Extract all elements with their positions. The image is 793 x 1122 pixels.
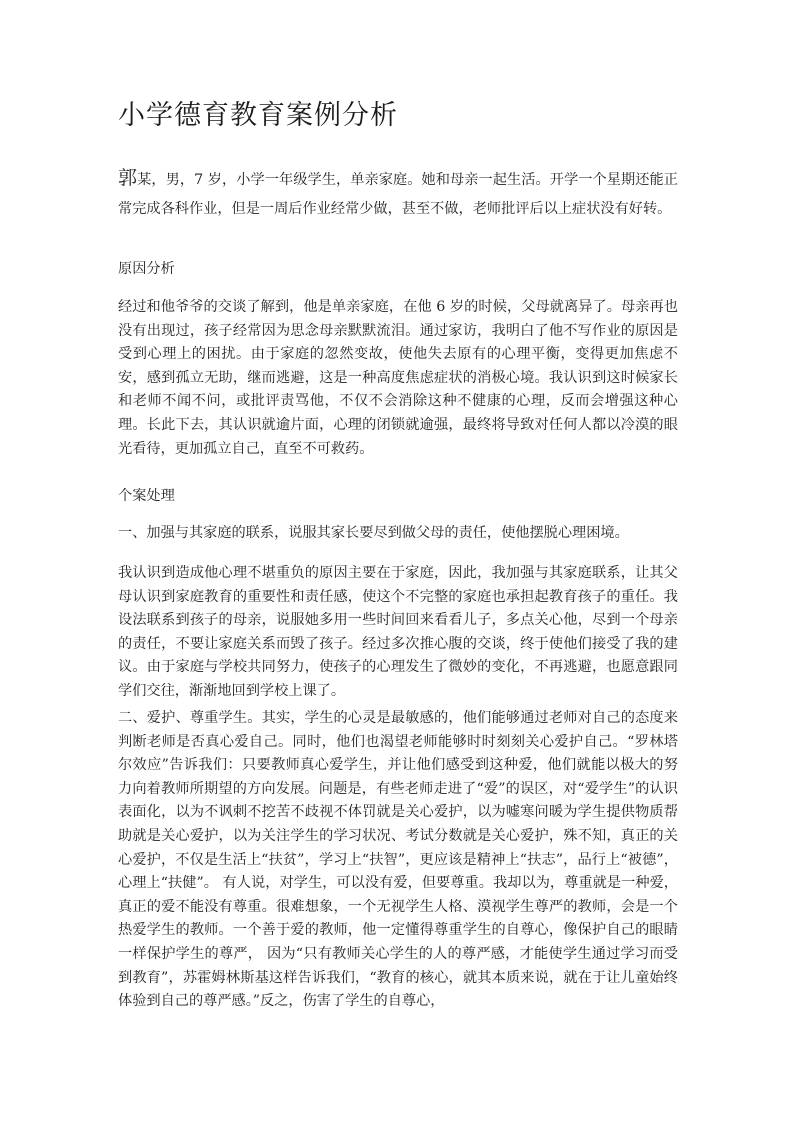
section-heading-case-handling: 个案处理	[118, 488, 175, 504]
measure-one-paragraph: 我认识到造成他心理不堪重负的原因主要在于家庭，因此，我加强与其家庭联系，让其父母认识到家庭教育的重要性和责任感，使这个不完整的家庭也承担起教育孩子的重任。我设法联系到孩子的母亲，说服她多用一些时间回来看看儿子，多点关心他，尽到一个母亲的责任，不要让家庭关系而毁了孩子。经过多次推心腹的交谈，终于使他们接受了我的建议。由于家庭与学校共同努力，使孩子的心理发生了微妙的变化，不再逃避，也愿意跟同学们交往，渐渐地回到学校上课了。	[118, 565, 678, 699]
document-title: 小学德育教育案例分析	[118, 100, 398, 131]
measure-one-heading: 一、加强与其家庭的联系，说服其家长要尽到做父母的责任，使他摆脱心理困境。	[118, 525, 629, 541]
section-heading-cause-analysis: 原因分析	[118, 261, 175, 277]
intro-paragraph	[118, 164, 678, 224]
intro-first-character: 郭	[118, 167, 138, 189]
measure-two-paragraph: 二、爱护、尊重学生。其实，学生的心灵是最敏感的，他们能够通过老师对自己的态度来判断老师是否真心爱自己。同时，他们也渴望老师能够时时刻刻关心爱护自己。“罗林塔尔效应”告诉我们：只要教师真心爱学生，并让他们感受到这种爱，他们就能以极大的努力向着教师所期望的方向发展。问题是，有些老师走进了“爱”的误区，对“爱学生”的认识表面化，以为不讽刺不挖苦不歧视不体罚就是关心爱护，以为嘘寒问暖为学生提供物质帮助就是关心爱护，以为关注学生的学习状况、考试分数就是关心爱护，殊不知，真正的关心爱护，不仅是生活上“扶贫”，学习上“扶智”，更应该是精神上“扶志”，品行上“被德”，心理上“扶健”。 有人说，对学生，可以没有爱，但要尊重。我却以为，尊重就是一种爱，真正的爱不能没有尊重。很难想象，一个无视学生人格、漠视学生尊严的教师，会是一个热爱学生的教师。一个善于爱的教师，他一定懂得尊重学生的自尊心，像保护自己的眼睛一样保护学生的尊严， 因为“只有教师关心学生的人的尊严感，才能使学生通过学习而受到教育”，苏霍姆林斯基这样告诉我们，“教育的核心，就其本质来说，就在于让儿童始终体验到自己的尊严感。”反之，伤害了学生的自尊心，	[118, 710, 678, 1010]
intro-text: 某，男，7 岁，小学一年级学生，单亲家庭。她和母亲一起生活。开学一个星期还能正常完成各科作业，但是一周后作业经常少做，甚至不做，老师批评后以上症状没有好转。	[118, 172, 678, 217]
cause-analysis-paragraph: 经过和他爷爷的交谈了解到，他是单亲家庭，在他 6 岁的时候，父母就离异了。母亲再也没有出现过，孩子经常因为思念母亲默默流泪。通过家访，我明白了他不写作业的原因是受到心理上的困扰。由于家庭的忽然变故，使他失去原有的心理平衡，变得更加焦虑不安，感到孤立无助，继而逃避，这是一种高度焦虑症状的消极心境。我认识到这时候家长和老师不闻不问，或批评责骂他，不仅不会消除这种不健康的心理，反而会增强这种心理。长此下去，其认识就逾片面，心理的闭锁就逾强，最终将导致对任何人都以冷漠的眼光看待，更加孤立自己，直至不可救药。	[118, 299, 678, 457]
